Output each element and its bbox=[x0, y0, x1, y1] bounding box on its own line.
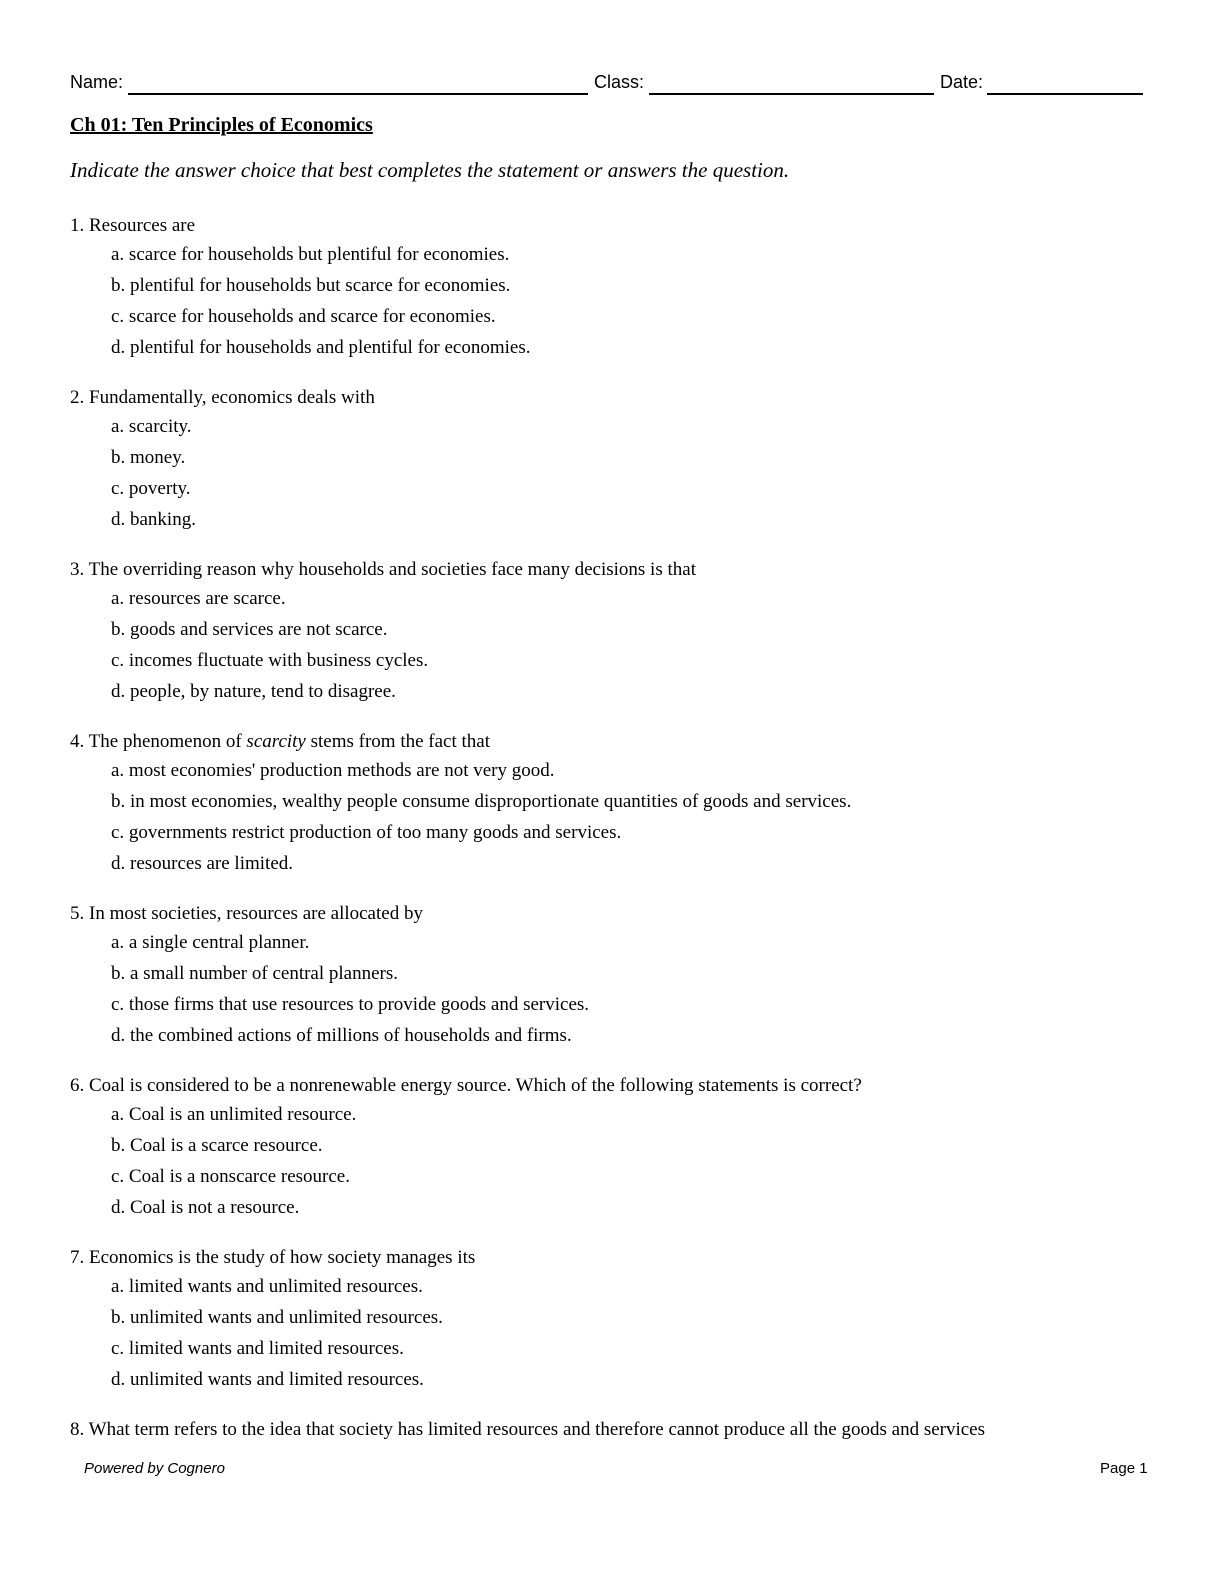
name-field[interactable] bbox=[128, 93, 588, 95]
stem-emphasis: scarcity bbox=[246, 731, 306, 752]
answer-choice-d[interactable]: d. unlimited wants and limited resources. bbox=[111, 1369, 424, 1390]
answer-choice-c[interactable]: c. those firms that use resources to provide goods and services. bbox=[111, 994, 590, 1015]
stem-text: 4. The phenomenon of bbox=[70, 731, 247, 752]
answer-choice-b[interactable]: b. Coal is a scarce resource. bbox=[111, 1135, 323, 1156]
answer-choice-c[interactable]: c. scarce for households and scarce for economies. bbox=[111, 306, 496, 327]
answer-choice-a[interactable]: a. scarcity. bbox=[111, 416, 192, 437]
answer-choice-c[interactable]: c. limited wants and limited resources. bbox=[111, 1338, 404, 1359]
question-1 bbox=[70, 213, 1160, 363]
answer-choice-d[interactable]: d. resources are limited. bbox=[111, 853, 294, 874]
answer-choice-b[interactable]: b. money. bbox=[111, 447, 186, 468]
question-list bbox=[70, 213, 1160, 1465]
question-stem: 8. What term refers to the idea that society has limited resources and therefore cannot produce all the goods and services bbox=[70, 1419, 986, 1440]
date-field[interactable] bbox=[987, 93, 1143, 95]
question-3 bbox=[70, 557, 1160, 707]
answer-choice-a[interactable]: a. most economies' production methods are not very good. bbox=[111, 760, 555, 781]
answer-choice-c[interactable]: c. governments restrict production of too many goods and services. bbox=[111, 822, 622, 843]
question-stem: 1. Resources are bbox=[70, 215, 196, 236]
answer-choice-b[interactable]: b. goods and services are not scarce. bbox=[111, 619, 388, 640]
answer-choice-a[interactable]: a. scarce for households but plentiful for economies. bbox=[111, 244, 510, 265]
question-stem: 5. In most societies, resources are allocated by bbox=[70, 903, 423, 924]
question-stem bbox=[70, 729, 1160, 755]
question-4 bbox=[70, 729, 1160, 879]
page-title: Ch 01: Ten Principles of Economics bbox=[70, 114, 373, 136]
answer-choice-c[interactable]: c. Coal is a nonscarce resource. bbox=[111, 1166, 350, 1187]
answer-choice-c[interactable]: c. poverty. bbox=[111, 478, 191, 499]
answer-choice-d[interactable]: d. Coal is not a resource. bbox=[111, 1197, 300, 1218]
stem-text: stems from the fact that bbox=[305, 731, 491, 752]
answer-choice-d[interactable]: d. plentiful for households and plentiful for economies. bbox=[111, 337, 531, 358]
answer-choice-d[interactable]: d. the combined actions of millions of households and firms. bbox=[111, 1025, 572, 1046]
page-number: Page 1 bbox=[1100, 1460, 1148, 1477]
question-7 bbox=[70, 1245, 1160, 1395]
name-label: Name: bbox=[70, 72, 124, 92]
answer-choice-a[interactable]: a. Coal is an unlimited resource. bbox=[111, 1104, 357, 1125]
class-field[interactable] bbox=[649, 93, 934, 95]
question-stem: 2. Fundamentally, economics deals with bbox=[70, 387, 375, 408]
question-stem: 6. Coal is considered to be a nonrenewable energy source. Which of the following statements is correct? bbox=[70, 1075, 862, 1096]
answer-choice-a[interactable]: a. limited wants and unlimited resources. bbox=[111, 1276, 423, 1297]
answer-choice-d[interactable]: d. banking. bbox=[111, 509, 196, 530]
answer-choice-b[interactable]: b. in most economies, wealthy people consume disproportionate quantities of goods and services. bbox=[111, 791, 852, 812]
answer-choice-a[interactable]: a. resources are scarce. bbox=[111, 588, 286, 609]
date-label: Date: bbox=[940, 72, 984, 92]
instructions: Indicate the answer choice that best completes the statement or answers the question. bbox=[70, 158, 790, 182]
answer-choice-b[interactable]: b. a small number of central planners. bbox=[111, 963, 399, 984]
answer-choice-d[interactable]: d. people, by nature, tend to disagree. bbox=[111, 681, 396, 702]
question-6 bbox=[70, 1073, 1160, 1223]
question-2 bbox=[70, 385, 1160, 535]
answer-choice-b[interactable]: b. plentiful for households but scarce for economies. bbox=[111, 275, 511, 296]
answer-choice-c[interactable]: c. incomes fluctuate with business cycles. bbox=[111, 650, 429, 671]
question-stem: 3. The overriding reason why households and societies face many decisions is that bbox=[70, 559, 696, 580]
question-stem: 7. Economics is the study of how society manages its bbox=[70, 1247, 476, 1268]
question-8 bbox=[70, 1417, 1160, 1443]
powered-by-footer: Powered by Cognero bbox=[84, 1460, 225, 1477]
class-label: Class: bbox=[594, 72, 645, 92]
question-5 bbox=[70, 901, 1160, 1051]
answer-choice-b[interactable]: b. unlimited wants and unlimited resources. bbox=[111, 1307, 443, 1328]
answer-choice-a[interactable]: a. a single central planner. bbox=[111, 932, 310, 953]
student-info-header bbox=[70, 72, 1145, 98]
